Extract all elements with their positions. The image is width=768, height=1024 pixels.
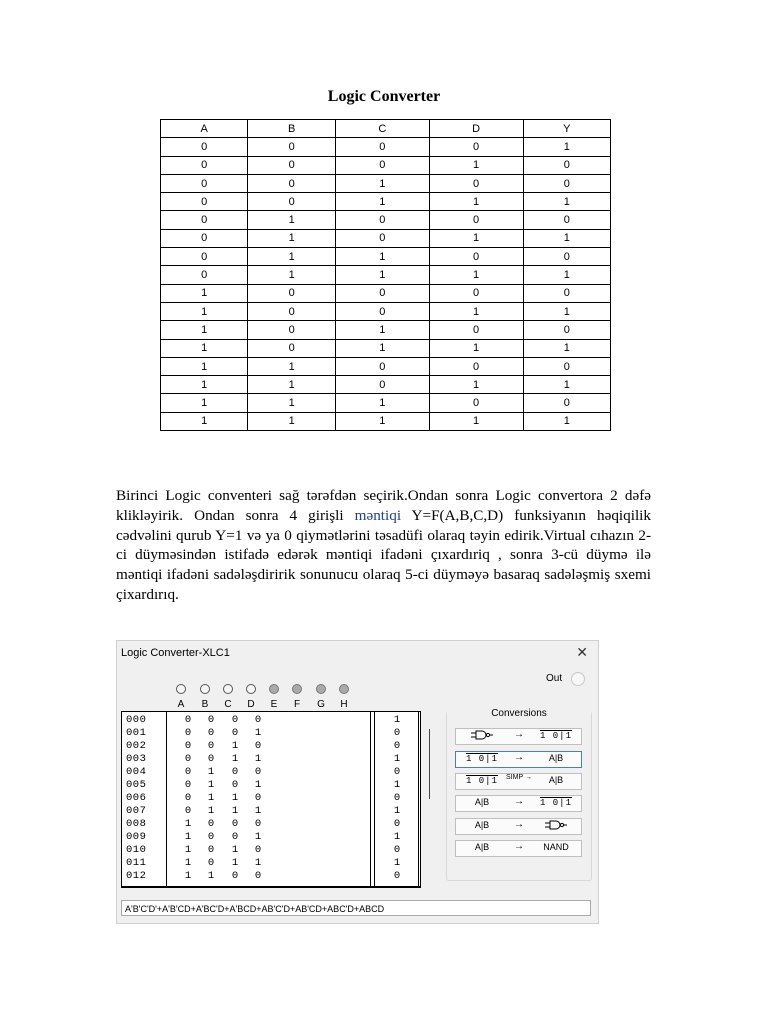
row-bit: 1: [254, 805, 262, 817]
truth-table: [160, 119, 611, 431]
truth-table-row: [161, 394, 611, 412]
truth-table-cell: 1: [161, 302, 248, 320]
truth-table-cell: 1: [429, 376, 523, 394]
truth-table-cell: 1: [429, 229, 523, 247]
expression-label: A|B: [548, 753, 564, 763]
expression-label: NAND: [543, 842, 569, 852]
row-bit: 1: [207, 766, 215, 778]
truth-table-cell: 1: [523, 138, 610, 156]
paragraph-text-2: Y=F(A,B,C,D) funksiyanın həqiqilik cədvəlini qurub Y=1 və ya 0 qiymətlərini təsadüfi olaraq təyin edirik.Virtual cıhazın 2-ci düyməsindən istifadə edərək məntiqi ifadəni çıxardıriq , sonra 3-cü düymə ilə məntiqi ifadəni sadələşdiririk sonunucu olaraq 5-ci düyməyə basaraq sadələşmiş sxemi çixardırıq.: [116, 506, 651, 603]
truth-table-cell: 1: [335, 412, 429, 430]
out-terminal[interactable]: [571, 672, 585, 686]
button-right: [536, 753, 576, 763]
truth-table-cell: 1: [523, 339, 610, 357]
truth-table-cell: 0: [335, 229, 429, 247]
truth-table-cell: 0: [523, 394, 610, 412]
truth-table-cell: 0: [523, 321, 610, 339]
truth-table-row: [161, 339, 611, 357]
row-number: 004: [126, 766, 147, 778]
row-bit: 1: [231, 844, 239, 856]
truth-table-cell: 1: [248, 248, 335, 266]
button-left: [464, 797, 500, 807]
header-c: C: [335, 120, 429, 138]
input-terminal-e[interactable]: [269, 684, 279, 694]
conversion-button-4[interactable]: [455, 795, 582, 812]
row-bit: 1: [184, 857, 192, 869]
header-y: Y: [523, 120, 610, 138]
row-bit: 0: [254, 714, 262, 726]
truth-table-cell: 1: [523, 302, 610, 320]
row-bit: 0: [207, 727, 215, 739]
arrow-icon: →: [514, 752, 524, 763]
truth-table-row: [161, 357, 611, 375]
truth-table-cell: 0: [161, 138, 248, 156]
truth-table-cell: 1: [429, 156, 523, 174]
arrow-icon: →: [514, 841, 524, 852]
row-bit: 1: [231, 740, 239, 752]
truth-table-icon: 1 0|1: [465, 754, 498, 764]
truth-table-row: [161, 229, 611, 247]
row-bit: 0: [231, 714, 239, 726]
truth-table-cell: 0: [429, 357, 523, 375]
truth-table-cell: 1: [161, 284, 248, 302]
truth-table-icon: 1 0|1: [539, 731, 572, 741]
input-label-b: B: [201, 699, 209, 710]
row-number: 006: [126, 792, 147, 804]
truth-table-cell: 1: [523, 266, 610, 284]
truth-table-cell: 0: [429, 394, 523, 412]
row-bit: 1: [254, 831, 262, 843]
row-number: 008: [126, 818, 147, 830]
truth-table-cell: 1: [523, 229, 610, 247]
row-bit: 0: [254, 792, 262, 804]
truth-table-row: [161, 211, 611, 229]
truth-table-icon: 1 0|1: [465, 776, 498, 786]
button-right: [536, 842, 576, 852]
expression-label: A|B: [548, 775, 564, 785]
row-number: 002: [126, 740, 147, 752]
truth-table-cell: 1: [523, 412, 610, 430]
converter-row[interactable]: [122, 779, 420, 792]
truth-table-row: [161, 376, 611, 394]
truth-table-cell: 1: [161, 339, 248, 357]
truth-table-row: [161, 266, 611, 284]
row-bit: 1: [231, 792, 239, 804]
truth-table-cell: 1: [248, 394, 335, 412]
truth-table-cell: 1: [248, 229, 335, 247]
truth-table-cell: 0: [248, 284, 335, 302]
row-bit: 1: [254, 857, 262, 869]
button-left: [464, 820, 500, 830]
truth-table-cell: 1: [523, 376, 610, 394]
row-bit: 0: [231, 779, 239, 791]
row-output[interactable]: 1: [393, 714, 401, 726]
truth-table-cell: 0: [335, 156, 429, 174]
truth-table-cell: 1: [429, 412, 523, 430]
header-a: A: [161, 120, 248, 138]
row-bit: 1: [207, 792, 215, 804]
input-terminal-c[interactable]: [223, 684, 233, 694]
row-number: 003: [126, 753, 147, 765]
conversion-button-2[interactable]: [455, 751, 582, 768]
button-right: [536, 775, 576, 785]
row-bit: 1: [231, 805, 239, 817]
row-bit: 0: [207, 844, 215, 856]
row-output[interactable]: 1: [393, 857, 401, 869]
arrow-icon: →: [514, 729, 524, 740]
arrow-icon: SIMP →: [506, 774, 532, 781]
row-bit: 1: [207, 870, 215, 882]
row-bit: 0: [207, 753, 215, 765]
grid-bottom-line: [122, 886, 420, 887]
header-b: B: [248, 120, 335, 138]
input-terminal-f[interactable]: [292, 684, 302, 694]
truth-table-cell: 1: [335, 394, 429, 412]
row-bit: 0: [207, 818, 215, 830]
row-output[interactable]: 0: [393, 766, 401, 778]
truth-table-row: [161, 156, 611, 174]
truth-table-cell: 1: [429, 339, 523, 357]
row-bit: 0: [254, 844, 262, 856]
row-bit: 1: [184, 818, 192, 830]
row-bit: 1: [207, 779, 215, 791]
row-bit: 0: [207, 857, 215, 869]
truth-table-cell: 0: [429, 284, 523, 302]
truth-table-cell: 1: [161, 357, 248, 375]
truth-table-cell: 1: [161, 412, 248, 430]
button-right: [536, 730, 576, 741]
row-output[interactable]: 0: [393, 844, 401, 856]
truth-table-cell: 1: [429, 193, 523, 211]
truth-table-cell: 0: [161, 211, 248, 229]
button-left: [464, 730, 500, 742]
row-output[interactable]: 0: [393, 870, 401, 882]
converter-row[interactable]: [122, 740, 420, 753]
truth-table-cell: 1: [335, 248, 429, 266]
row-output[interactable]: 1: [393, 805, 401, 817]
truth-table-cell: 0: [523, 357, 610, 375]
close-icon[interactable]: ✕: [576, 644, 588, 660]
truth-table-cell: 0: [523, 248, 610, 266]
truth-table-cell: 0: [523, 284, 610, 302]
row-output[interactable]: 1: [393, 779, 401, 791]
row-bit: 0: [184, 792, 192, 804]
button-right: [536, 797, 576, 808]
row-bit: 1: [184, 870, 192, 882]
truth-table-cell: 0: [161, 174, 248, 192]
row-number: 005: [126, 779, 147, 791]
input-label-a: A: [177, 699, 185, 710]
truth-table-cell: 0: [161, 229, 248, 247]
button-left: [464, 775, 500, 786]
arrow-icon: →: [514, 796, 524, 807]
truth-table-row: [161, 174, 611, 192]
truth-table-row: [161, 284, 611, 302]
input-label-c: C: [224, 699, 232, 710]
conversion-button-3[interactable]: [455, 773, 582, 790]
input-terminal-h[interactable]: [339, 684, 349, 694]
row-bit: 0: [207, 740, 215, 752]
truth-table-cell: 0: [248, 302, 335, 320]
row-output[interactable]: 0: [393, 792, 401, 804]
truth-table-icon: 1 0|1: [539, 798, 572, 808]
row-bit: 1: [254, 727, 262, 739]
row-bit: 0: [231, 727, 239, 739]
row-bit: 0: [231, 831, 239, 843]
scrollbar[interactable]: [429, 729, 430, 799]
input-label-f: F: [293, 699, 301, 710]
truth-table-cell: 0: [248, 339, 335, 357]
truth-table-row: [161, 412, 611, 430]
document-title: Logic Converter: [327, 88, 441, 105]
row-bit: 1: [231, 857, 239, 869]
row-number: 011: [126, 857, 147, 869]
truth-table-cell: 0: [161, 156, 248, 174]
row-bit: 1: [184, 844, 192, 856]
truth-table-cell: 0: [429, 174, 523, 192]
converter-row[interactable]: [122, 805, 420, 818]
input-label-h: H: [340, 699, 348, 710]
row-bit: 0: [207, 831, 215, 843]
truth-table-cell: 0: [429, 321, 523, 339]
input-label-g: G: [317, 699, 325, 710]
truth-table-cell: 0: [161, 266, 248, 284]
truth-table-cell: 0: [429, 248, 523, 266]
truth-table-cell: 1: [248, 211, 335, 229]
row-bit: 0: [207, 714, 215, 726]
out-label: Out: [546, 673, 563, 684]
button-right: [536, 820, 576, 832]
truth-table-cell: 0: [429, 211, 523, 229]
expression-label: A|B: [474, 820, 490, 830]
truth-table-cell: 1: [335, 339, 429, 357]
truth-table-cell: 1: [429, 302, 523, 320]
row-bit: 1: [184, 831, 192, 843]
converter-row[interactable]: [122, 857, 420, 870]
truth-table-cell: 0: [429, 138, 523, 156]
paragraph-text-1: Birinci Logic conventeri sağ tərəfdən seçirik.Ondan sonra Logic convertora 2 dəfə klikləyirik. Ondan sonra 4 girişli: [116, 487, 651, 524]
row-bit: 0: [231, 870, 239, 882]
truth-table-cell: 0: [161, 248, 248, 266]
conversion-button-5[interactable]: [455, 818, 582, 835]
truth-table-cell: 1: [161, 321, 248, 339]
truth-table-cell: 1: [523, 193, 610, 211]
truth-table-row: [161, 302, 611, 320]
truth-table-cell: 0: [335, 302, 429, 320]
truth-table-cell: 0: [335, 284, 429, 302]
input-label-e: E: [270, 699, 278, 710]
expression-label: A|B: [474, 797, 490, 807]
row-number: 012: [126, 870, 147, 882]
instruction-paragraph: [116, 486, 651, 605]
row-bit: 0: [184, 753, 192, 765]
truth-table-cell: 0: [248, 138, 335, 156]
row-output[interactable]: 0: [393, 727, 401, 739]
converter-row[interactable]: [122, 818, 420, 831]
converter-row[interactable]: [122, 844, 420, 857]
converter-row[interactable]: [122, 831, 420, 844]
conversions-group: [446, 708, 592, 881]
row-bit: 0: [231, 766, 239, 778]
row-bit: 0: [184, 714, 192, 726]
row-output[interactable]: 0: [393, 818, 401, 830]
truth-table-cell: 1: [335, 266, 429, 284]
row-bit: 0: [184, 727, 192, 739]
truth-table-cell: 0: [248, 156, 335, 174]
row-bit: 0: [231, 818, 239, 830]
converter-row[interactable]: [122, 753, 420, 766]
conversion-button-1[interactable]: [455, 728, 582, 745]
row-bit: 0: [254, 766, 262, 778]
truth-table-row: [161, 321, 611, 339]
gate-icon: [471, 732, 493, 742]
converter-row[interactable]: [122, 714, 420, 727]
arrow-icon: →: [514, 819, 524, 830]
row-bit: 0: [184, 766, 192, 778]
row-bit: 0: [184, 779, 192, 791]
truth-table-cell: 0: [523, 156, 610, 174]
truth-table-cell: 0: [335, 138, 429, 156]
truth-table-cell: 1: [429, 266, 523, 284]
truth-table-cell: 0: [335, 376, 429, 394]
input-label-d: D: [247, 699, 255, 710]
row-bit: 1: [254, 753, 262, 765]
truth-table-header: [161, 120, 611, 138]
row-number: 010: [126, 844, 147, 856]
truth-table-cell: 0: [248, 174, 335, 192]
truth-table-cell: 0: [523, 211, 610, 229]
row-bit: 1: [207, 805, 215, 817]
row-bit: 0: [254, 740, 262, 752]
row-bit: 0: [254, 870, 262, 882]
truth-table-cell: 1: [248, 376, 335, 394]
row-number: 009: [126, 831, 147, 843]
row-output[interactable]: 1: [393, 831, 401, 843]
row-bit: 1: [231, 753, 239, 765]
truth-table-cell: 1: [335, 174, 429, 192]
window-title: Logic Converter-XLC1: [121, 647, 230, 659]
row-bit: 0: [184, 740, 192, 752]
row-output[interactable]: 0: [393, 740, 401, 752]
row-bit: 1: [254, 779, 262, 791]
truth-table-cell: 0: [248, 321, 335, 339]
truth-table-cell: 1: [335, 321, 429, 339]
truth-table-cell: 0: [335, 357, 429, 375]
header-d: D: [429, 120, 523, 138]
conversion-button-6[interactable]: [455, 840, 582, 857]
input-terminal-b[interactable]: [200, 684, 210, 694]
input-terminal-g[interactable]: [316, 684, 326, 694]
button-left: [464, 753, 500, 764]
expression-field[interactable]: A'B'C'D'+A'B'CD+A'BC'D+A'BCD+AB'C'D+AB'CD+ABC'D+ABCD: [121, 900, 591, 916]
row-bit: 0: [184, 805, 192, 817]
truth-table-row: [161, 248, 611, 266]
paragraph-highlight: məntiqi: [354, 506, 402, 524]
truth-table-cell: 0: [248, 193, 335, 211]
converter-row[interactable]: [122, 792, 420, 805]
row-number: 001: [126, 727, 147, 739]
converter-row[interactable]: [122, 766, 420, 779]
truth-table-cell: 1: [161, 394, 248, 412]
truth-table-cell: 1: [335, 193, 429, 211]
row-bit: 0: [254, 818, 262, 830]
row-output[interactable]: 1: [393, 753, 401, 765]
button-left: [464, 842, 500, 852]
truth-table-cell: 1: [248, 412, 335, 430]
expression-label: A|B: [474, 842, 490, 852]
converter-row[interactable]: [122, 870, 420, 883]
truth-table-row: [161, 193, 611, 211]
truth-table-cell: 0: [335, 211, 429, 229]
input-terminal-a[interactable]: [176, 684, 186, 694]
input-terminal-d[interactable]: [246, 684, 256, 694]
truth-table-cell: 1: [248, 266, 335, 284]
logic-converter-window: [116, 640, 599, 924]
row-number: 000: [126, 714, 147, 726]
conversions-title: Conversions: [447, 708, 591, 719]
truth-table-cell: 1: [161, 376, 248, 394]
truth-table-cell: 0: [161, 193, 248, 211]
truth-table-row: [161, 138, 611, 156]
truth-table-grid[interactable]: [121, 711, 421, 888]
gate-icon: [545, 822, 567, 832]
converter-row[interactable]: [122, 727, 420, 740]
row-number: 007: [126, 805, 147, 817]
truth-table-cell: 0: [523, 174, 610, 192]
truth-table-cell: 1: [248, 357, 335, 375]
